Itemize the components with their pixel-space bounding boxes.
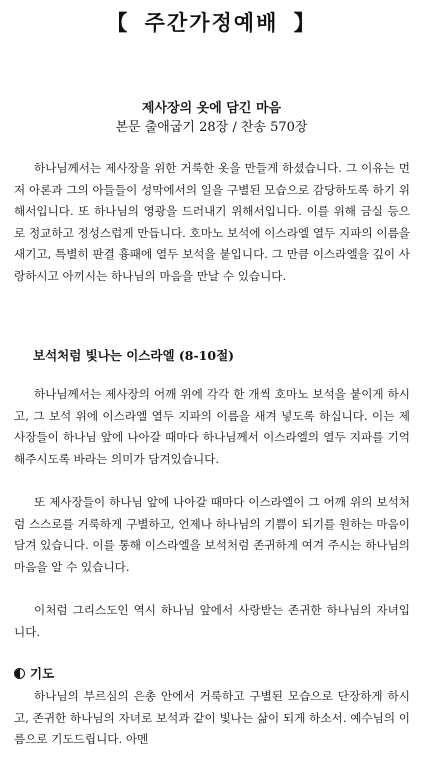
header-title: 주간가정예배 xyxy=(144,10,279,35)
section-heading: 보석처럼 빛나는 이스라엘 (8-10절) xyxy=(33,348,235,363)
scripture-reference: 본문 출애굽기 28장 / 찬송 570장 xyxy=(115,120,308,135)
section-text-2: 또 제사장들이 하나님 앞에 나아갈 때마다 이스라엘이 그 어깨 위의 보석처럼 스스로를 거룩하게 구별하고, 언제나 하나님의 기쁨이 되기를 원하는 마음이 담겨 있습니다. 이를 통해 이스라엘을 보석처럼 존귀하게 여겨 주시는 하나님의 마음을 알 수 있습니다. xyxy=(14,495,410,574)
prayer-paragraph xyxy=(14,686,410,751)
header-open-bracket: 【 xyxy=(106,10,130,35)
sermon-title: 제사장의 옷에 담긴 마음 xyxy=(141,101,282,116)
section-paragraph-2 xyxy=(14,492,410,578)
header-close-bracket: 】 xyxy=(293,10,317,35)
page-header xyxy=(0,6,423,40)
intro-text: 하나님께서는 제사장을 위한 거룩한 옷을 만들게 하셨습니다. 그 이유는 먼저 아론과 그의 아들들이 성막에서의 일을 구별된 모습으로 감당하도록 하기 위해서입니다. 또 하나님의 영광을 드러내기 위해서입니다. 이를 위해 금실 등으로 정교하고 정성스럽게 만듭니다. 호마노 보석에 이스라엘 열두 지파의 이름을 새기고, 특별히 판결 흉패에 열두 보석을 붙입니다. 그 만큼 이스라엘을 깊이 사랑하시고 아끼시는 하나님의 마음을 만날 수 있습니다. xyxy=(14,161,410,283)
prayer-heading xyxy=(14,665,54,683)
prayer-text: 하나님의 부르심의 은총 안에서 거룩하고 구별된 모습으로 단장하게 하시고, 존귀한 하나님의 자녀로 보석과 같이 빛나는 삶이 되게 하소서. 예수님의 이름으로 기도드립니다. 아멘 xyxy=(14,689,410,747)
section-paragraph-1 xyxy=(14,384,410,470)
intro-paragraph xyxy=(14,158,410,288)
prayer-heading-label: 기도 xyxy=(30,666,55,681)
half-circle-icon xyxy=(14,668,25,679)
section-text-1: 하나님께서는 제사장의 어깨 위에 각각 한 개씩 호마노 보석을 붙이게 하시고, 그 보석 위에 이스라엘 열두 지파의 이름을 새겨 넣도록 하십니다. 이는 제사장들이 하나님 앞에 나아갈 때마다 하나님께서 이스라엘의 열두 지파를 기억해주시도록 바라는 의미가 담겨있습니다. xyxy=(14,387,410,466)
section-paragraph-3 xyxy=(14,600,410,643)
section-text-3: 이처럼 그리스도인 역시 하나님 앞에서 사랑받는 존귀한 하나님의 자녀입니다. xyxy=(14,603,410,639)
